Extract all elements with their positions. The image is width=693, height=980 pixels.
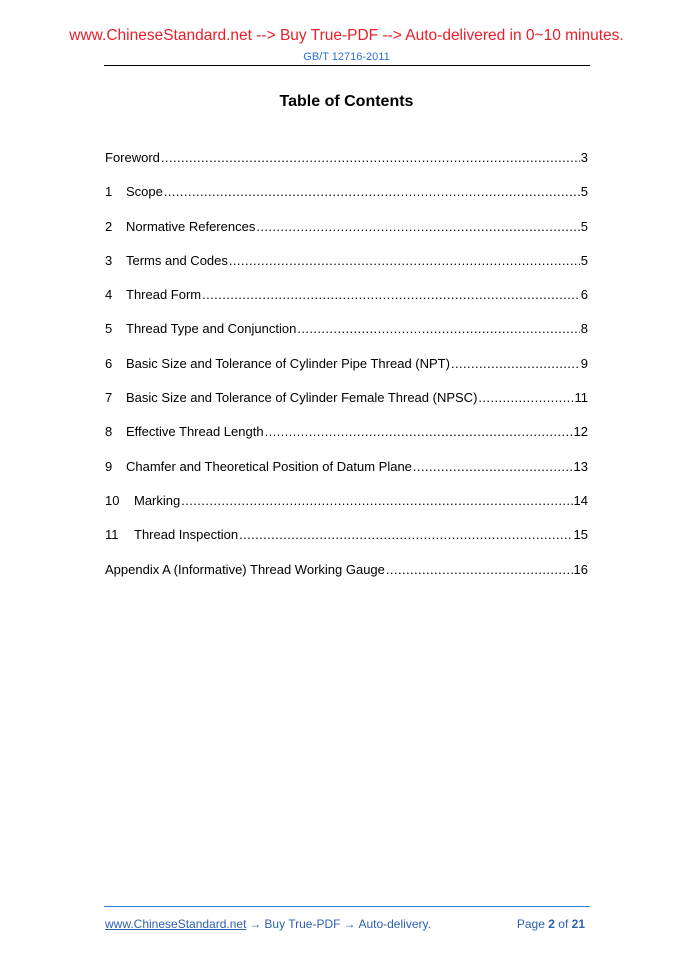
- dot-leader: [386, 562, 573, 577]
- toc-entry[interactable]: [105, 184, 588, 218]
- top-banner[interactable]: www.ChineseStandard.net --> Buy True-PDF --> Auto-delivered in 0~10 minutes.: [69, 27, 624, 44]
- toc-entry-page: 12: [573, 424, 588, 440]
- toc-entry-label: Basic Size and Tolerance of Cylinder Female Thread (NPSC): [126, 390, 478, 406]
- page-prefix: Page: [516, 917, 545, 931]
- right-arrow-icon: →: [343, 917, 356, 931]
- dot-leader: [181, 493, 572, 508]
- right-arrow-icon: →: [249, 917, 262, 931]
- dot-leader: [161, 150, 580, 165]
- toc-entry-number: 10: [105, 492, 120, 508]
- toc-entry[interactable]: [105, 424, 588, 458]
- header-divider: [104, 65, 590, 66]
- toc-list: [105, 150, 588, 596]
- toc-title: Table of Contents: [279, 93, 414, 110]
- auto-delivery-text: Auto-delivery.: [358, 917, 431, 931]
- toc-entry-label: Foreword: [105, 150, 160, 165]
- toc-entry-page: 11: [574, 390, 588, 406]
- dot-leader: [413, 459, 573, 474]
- toc-entry-number: 2: [105, 218, 113, 234]
- toc-entry-label: Terms and Codes: [126, 252, 228, 268]
- footer-divider: [104, 906, 590, 907]
- toc-entry[interactable]: [105, 253, 588, 287]
- dot-leader: [202, 287, 580, 302]
- page-of: of: [558, 917, 569, 931]
- toc-entry[interactable]: [105, 390, 588, 424]
- toc-entry[interactable]: [105, 562, 588, 596]
- dot-leader: [239, 527, 572, 542]
- toc-entry-label: Scope: [126, 184, 163, 200]
- dot-leader: [229, 253, 580, 268]
- toc-entry-label: Thread Inspection: [134, 527, 239, 543]
- page-indicator: [517, 917, 585, 931]
- toc-entry-number: 9: [105, 458, 113, 474]
- page-total: 21: [571, 917, 585, 931]
- dot-leader: [297, 321, 579, 336]
- toc-entry-label: Marking: [134, 492, 181, 508]
- toc-entry-page: 3: [580, 150, 588, 165]
- dot-leader: [164, 184, 580, 199]
- toc-entry-label: Chamfer and Theoretical Position of Datum Plane: [126, 458, 412, 474]
- toc-entry-page: 9: [580, 355, 588, 371]
- toc-entry[interactable]: [105, 287, 588, 321]
- toc-entry[interactable]: [105, 493, 588, 527]
- toc-entry-number: 1: [105, 184, 113, 200]
- toc-entry-label: Normative References: [126, 218, 256, 234]
- toc-entry-number: 8: [105, 424, 113, 440]
- toc-entry-label: Thread Form: [126, 287, 202, 303]
- toc-entry-number: 5: [105, 321, 113, 337]
- dot-leader: [478, 390, 573, 405]
- toc-entry[interactable]: [105, 356, 588, 390]
- toc-entry-label: Thread Type and Conjunction: [126, 321, 297, 337]
- toc-entry-page: 8: [580, 321, 588, 337]
- toc-entry-page: 5: [580, 184, 588, 200]
- toc-entry-page: 14: [573, 492, 588, 508]
- site-link[interactable]: www.ChineseStandard.net: [105, 917, 247, 931]
- toc-entry-page: 16: [573, 561, 588, 577]
- toc-entry[interactable]: [105, 527, 588, 561]
- footer: [105, 917, 585, 931]
- toc-entry-label: Basic Size and Tolerance of Cylinder Pipe Thread (NPT): [126, 355, 450, 371]
- toc-entry-page: 5: [580, 218, 588, 234]
- buy-true-pdf-text: Buy True-PDF: [264, 917, 341, 931]
- toc-entry-page: 15: [573, 527, 588, 543]
- toc-entry-number: 6: [105, 355, 113, 371]
- standard-code: GB/T 12716-2011: [303, 51, 390, 63]
- toc-entry[interactable]: [105, 459, 588, 493]
- dot-leader: [265, 424, 573, 439]
- toc-entry-page: 13: [573, 458, 588, 474]
- toc-entry[interactable]: [105, 150, 588, 184]
- toc-entry-page: 6: [580, 287, 588, 303]
- page-current: 2: [548, 917, 555, 931]
- toc-entry-number: 11: [105, 527, 119, 543]
- toc-entry-number: 4: [105, 287, 113, 303]
- toc-entry[interactable]: [105, 219, 588, 253]
- toc-entry[interactable]: [105, 321, 588, 355]
- toc-entry-label: Appendix A (Informative) Thread Working Gauge: [105, 561, 385, 577]
- toc-entry-number: 3: [105, 252, 113, 268]
- dot-leader: [451, 356, 580, 371]
- toc-entry-number: 7: [105, 390, 113, 406]
- toc-entry-label: Effective Thread Length: [126, 424, 264, 440]
- dot-leader: [256, 219, 579, 234]
- toc-entry-page: 5: [580, 252, 588, 268]
